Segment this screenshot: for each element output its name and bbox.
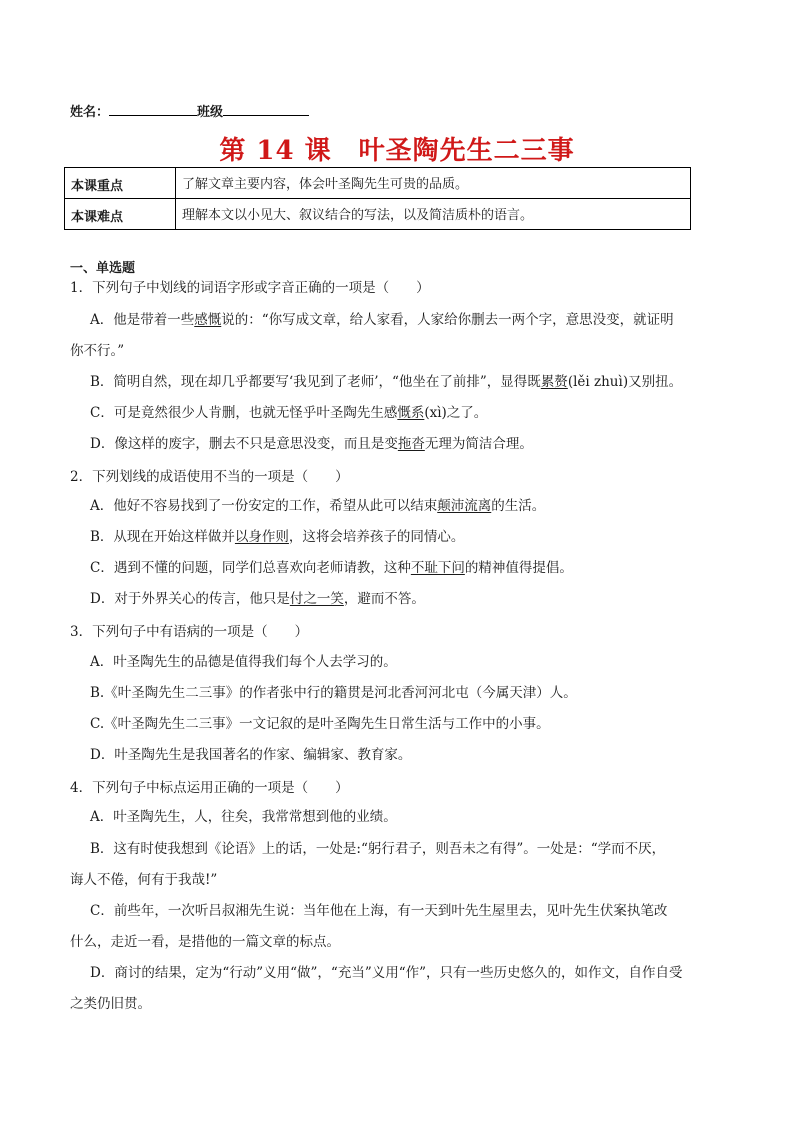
option[interactable] bbox=[90, 553, 730, 584]
option[interactable] bbox=[70, 834, 730, 896]
option[interactable] bbox=[70, 305, 730, 367]
option-text: (xì)之了。 bbox=[424, 405, 488, 421]
option-text: D．商讨的结果，定为“行动”义用“做”，“充当”义用“作”，只有一些历史悠久的，如作文，自作自受 bbox=[90, 965, 683, 981]
option-text: C．前些年，一次听吕叔湘先生说：当年他在上海，有一天到叶先生屋里去，见叶先生伏案执笔改 bbox=[90, 903, 668, 919]
option-text: 的生活。 bbox=[491, 498, 546, 514]
table-row bbox=[65, 168, 691, 199]
underlined-word: 拖沓 bbox=[397, 436, 425, 452]
lesson-title: 第 14 课 叶圣陶先生二三事 bbox=[219, 136, 575, 166]
option[interactable] bbox=[90, 678, 730, 709]
option[interactable] bbox=[90, 398, 730, 429]
option-text: (lěi zhuì)又别扭。 bbox=[567, 374, 683, 390]
option[interactable] bbox=[90, 647, 730, 678]
section-title: 一、单选题 bbox=[70, 261, 136, 276]
class-label: 班级 bbox=[197, 105, 224, 120]
underlined-word: 慨系 bbox=[397, 405, 425, 421]
option-text: A．他是带着一些 bbox=[90, 312, 195, 328]
option-text-continued: 你不行。” bbox=[70, 343, 125, 359]
option[interactable] bbox=[90, 522, 730, 553]
option[interactable] bbox=[70, 958, 730, 1020]
option-text: B．这有时使我想到《论语》上的话，一处是:“躬行君子，则吾未之有得”。一处是：“学而不厌， bbox=[90, 841, 666, 857]
option-text: D．对于外界关心的传言，他只是 bbox=[90, 591, 290, 607]
option-text: C．可是竟然很少人肯删，也就无怪乎叶圣陶先生感 bbox=[90, 405, 398, 421]
class-blank[interactable] bbox=[223, 103, 309, 116]
option-text: B.《叶圣陶先生二三事》的作者张中行的籍贯是河北香河河北屯（今属天津）人。 bbox=[90, 685, 577, 701]
option[interactable] bbox=[90, 802, 730, 833]
option-text: 无理为简洁合理。 bbox=[424, 436, 533, 452]
option-text: ，避而不答。 bbox=[343, 591, 425, 607]
option-text: C.《叶圣陶先生二三事》一文记叙的是叶圣陶先生日常生活与工作中的小事。 bbox=[90, 716, 550, 732]
option-text: ，这将会培养孩子的同情心。 bbox=[288, 529, 465, 545]
question-stem: 4．下列句子中标点运用正确的一项是（ ） bbox=[70, 780, 349, 796]
option[interactable] bbox=[90, 740, 730, 771]
underlined-word: 感慨 bbox=[194, 312, 222, 328]
option-text: A．他好不容易找到了一份安定的工作，希望从此可以结束 bbox=[90, 498, 438, 514]
option-text: A．叶圣陶先生，人，往矣，我常常想到他的业绩。 bbox=[90, 809, 397, 825]
option-text: A．叶圣陶先生的品德是值得我们每个人去学习的。 bbox=[90, 654, 397, 670]
option-text-continued: 诲人不倦，何有于我哉!” bbox=[70, 872, 218, 888]
difficulty-value: 理解本文以小见大、叙议结合的写法，以及简洁质朴的语言。 bbox=[176, 199, 691, 230]
question-stem: 3．下列句子中有语病的一项是（ ） bbox=[70, 624, 309, 640]
underlined-word: 付之一笑 bbox=[289, 591, 344, 607]
name-class-line bbox=[70, 101, 309, 120]
underlined-word: 累赘 bbox=[540, 374, 568, 390]
underlined-word: 颠沛流离 bbox=[437, 498, 492, 514]
underlined-word: 不耻下问 bbox=[410, 560, 465, 576]
option-text: 说的：“你写成文章，给人家看，人家给你删去一两个字，意思没变，就证明 bbox=[221, 312, 674, 328]
name-label: 姓名： bbox=[70, 105, 110, 120]
option[interactable] bbox=[90, 709, 730, 740]
option-text-continued: 什么，走近一看，是措他的一篇文章的标点。 bbox=[70, 934, 340, 950]
option-text: B．简明自然，现在却几乎都要写‘我见到了老师’，“他坐在了前排”，显得既 bbox=[90, 374, 541, 390]
option[interactable] bbox=[70, 896, 730, 958]
focus-table bbox=[64, 167, 691, 230]
focus-label: 本课重点 bbox=[65, 168, 176, 199]
underlined-word: 以身作则 bbox=[234, 529, 289, 545]
option-text-continued: 之类仍旧贯。 bbox=[70, 996, 151, 1012]
difficulty-label: 本课难点 bbox=[65, 199, 176, 230]
option[interactable] bbox=[90, 491, 730, 522]
option[interactable] bbox=[90, 584, 730, 615]
option-text: 的精神值得提倡。 bbox=[464, 560, 573, 576]
option[interactable] bbox=[90, 367, 730, 398]
question-stem: 2．下列划线的成语使用不当的一项是（ ） bbox=[70, 469, 349, 485]
option-text: B．从现在开始这样做并 bbox=[90, 529, 235, 545]
name-blank[interactable] bbox=[109, 103, 197, 116]
option-text: C．遇到不懂的问题，同学们总喜欢向老师请教，这种 bbox=[90, 560, 411, 576]
table-row bbox=[65, 199, 691, 230]
option-text: D．叶圣陶先生是我国著名的作家、编辑家、教育家。 bbox=[90, 747, 412, 763]
focus-value: 了解文章主要内容，体会叶圣陶先生可贵的品质。 bbox=[176, 168, 691, 199]
option[interactable] bbox=[90, 429, 730, 460]
option-text: D．像这样的废字，删去不只是意思没变，而且是变 bbox=[90, 436, 398, 452]
question-stem: 1．下列句子中划线的词语字形或字音正确的一项是（ ） bbox=[70, 280, 430, 296]
